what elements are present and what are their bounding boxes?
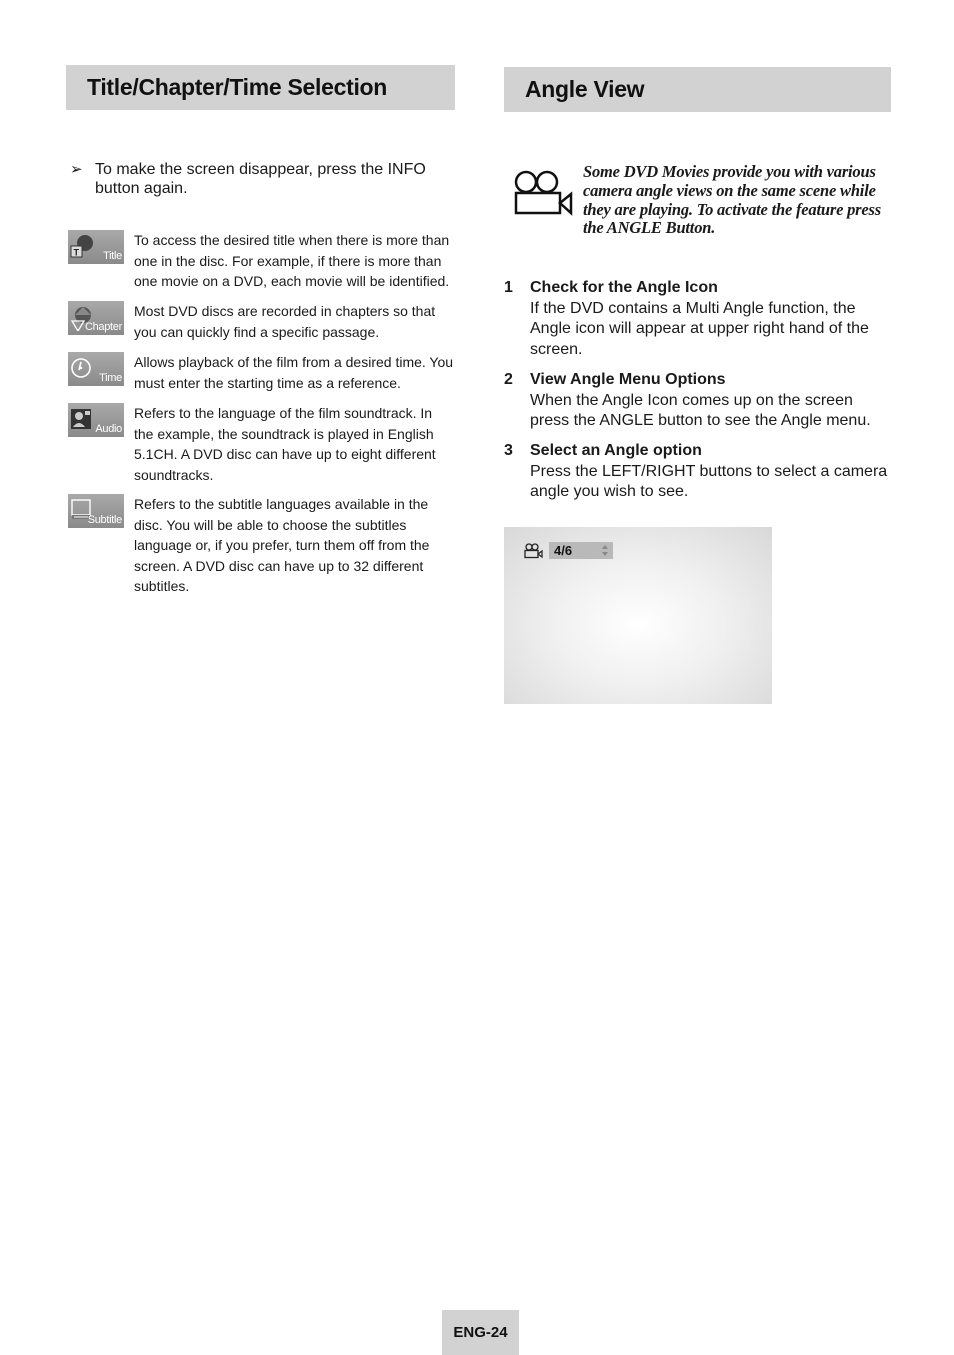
page-number: ENG-24 bbox=[442, 1310, 519, 1355]
step-number: 1 bbox=[504, 279, 513, 296]
step-body: Press the LEFT/RIGHT buttons to select a camera angle you wish to see. bbox=[530, 462, 888, 500]
chapter-icon bbox=[68, 301, 124, 335]
subtitle-icon bbox=[68, 494, 124, 528]
angle-intro-text: Some DVD Movies provide you with various camera angle views on the same scene while they are playing. To activate the feature press the ANGLE Button. bbox=[583, 162, 881, 238]
step-heading: Select an Angle option bbox=[530, 442, 702, 459]
step-heading: Check for the Angle Icon bbox=[530, 279, 718, 296]
step-body: When the Angle Icon comes up on the screen press the ANGLE button to see the Angle menu. bbox=[530, 391, 871, 429]
title-icon-label: Title bbox=[103, 250, 122, 262]
time-icon-label: Time bbox=[99, 372, 122, 384]
audio-icon-label: Audio bbox=[95, 423, 122, 435]
section-title-left: Title/Chapter/Time Selection bbox=[66, 65, 455, 110]
angle-value-badge bbox=[549, 542, 613, 559]
feature-desc: Most DVD discs are recorded in chapters so that you can quickly find a specific passage. bbox=[134, 303, 436, 340]
step-number: 3 bbox=[504, 442, 513, 459]
time-icon bbox=[68, 352, 124, 386]
section-title-right: Angle View bbox=[504, 67, 891, 112]
audio-icon bbox=[68, 403, 124, 437]
movie-camera-icon bbox=[513, 170, 575, 221]
step-heading: View Angle Menu Options bbox=[530, 371, 726, 388]
chapter-icon-label: Chapter bbox=[84, 321, 122, 333]
subtitle-icon-label: Subtitle bbox=[87, 514, 122, 526]
feature-desc: Refers to the language of the film soundtrack. In the example, the soundtrack is played in English 5.1CH. A DVD disc can have up to eight different soundtracks. bbox=[134, 405, 436, 483]
angle-camera-icon bbox=[524, 543, 546, 564]
angle-screen-example bbox=[504, 527, 772, 704]
feature-desc: Allows playback of the film from a desired time. You must enter the starting time as a reference. bbox=[134, 354, 454, 391]
title-icon bbox=[68, 230, 124, 264]
tip-arrow-icon: ➢ bbox=[70, 161, 83, 178]
step-number: 2 bbox=[504, 371, 513, 388]
angle-value: 4/6 bbox=[554, 543, 573, 558]
feature-desc: To access the desired title when there is more than one in the disc. For example, if there is more than one movie on a DVD, each movie will be identified. bbox=[134, 232, 450, 289]
step-body: If the DVD contains a Multi Angle function, the Angle icon will appear at upper right hand of the screen. bbox=[530, 299, 869, 358]
tip-text: To make the screen disappear, press the INFO button again. bbox=[95, 161, 426, 197]
up-down-arrows-icon bbox=[601, 544, 609, 561]
svg-text:T: T bbox=[73, 247, 79, 258]
feature-desc: Refers to the subtitle languages available in the disc. You will be able to choose the subtitles language or, if you prefer, turn them off from the screen. A DVD disc can have up to 32 different subtitles. bbox=[134, 496, 430, 594]
